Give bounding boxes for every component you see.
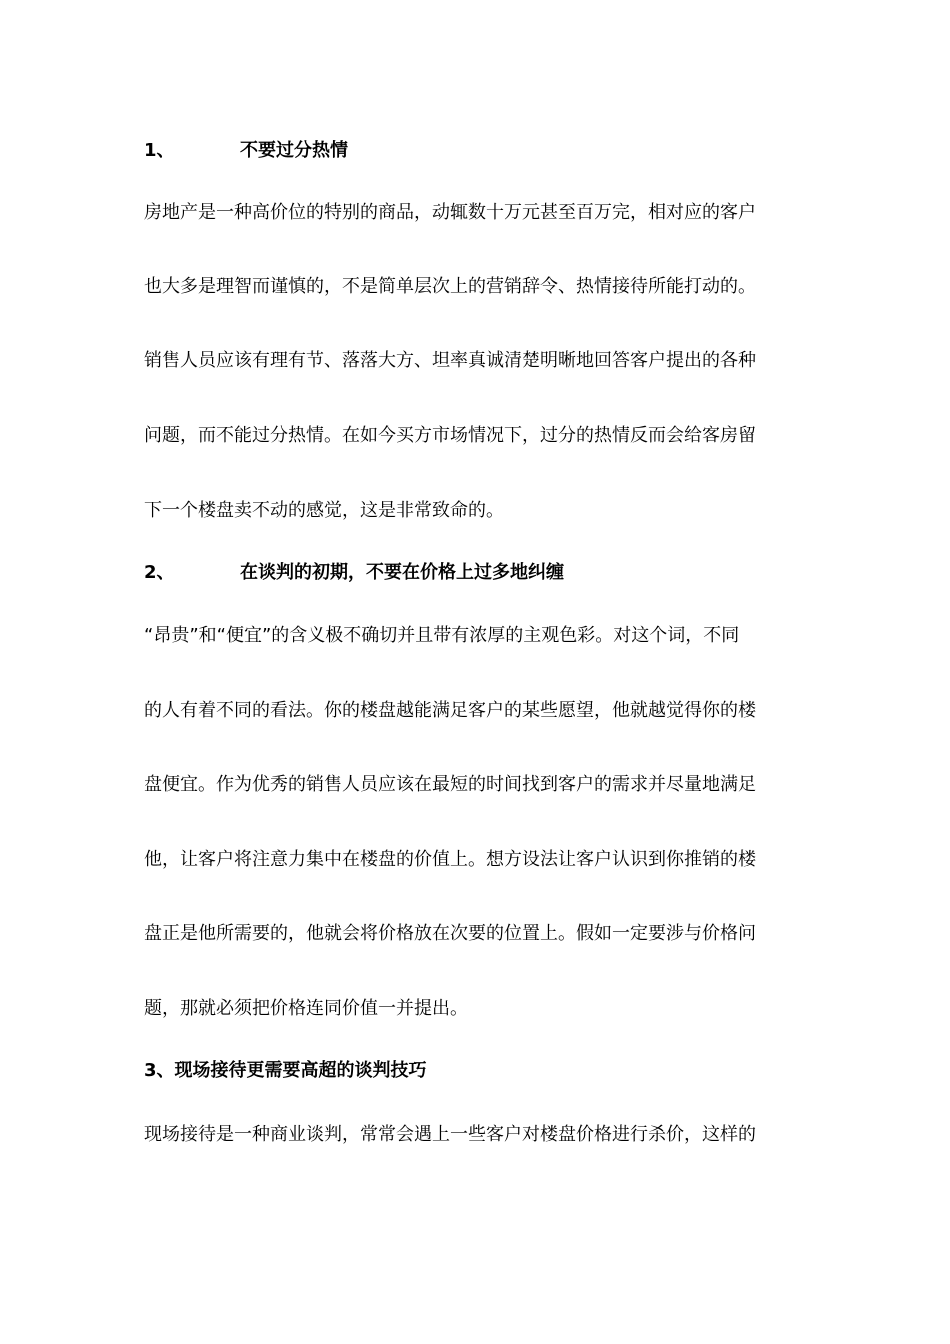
section-number: 2、 [144, 562, 175, 583]
paragraph-line: 也大多是理智而谨慎的，不是简单层次上的营销辞令、热情接待所能打动的。 [144, 276, 756, 297]
paragraph-line: 问题，而不能过分热情。在如今买方市场情况下，过分的热情反而会给客房留 [144, 425, 756, 446]
section-heading-1 [144, 139, 809, 163]
paragraph-line: 销售人员应该有理有节、落落大方、坦率真诚清楚明晰地回答客户提出的各种 [144, 350, 756, 371]
paragraph-line: 盘正是他所需要的，他就会将价格放在次要的位置上。假如一定要涉与价格问 [144, 923, 756, 944]
paragraph-line: 题，那就必须把价格连同价值一并提出。 [144, 998, 468, 1019]
paragraph-line: 现场接待是一种商业谈判，常常会遇上一些客户对楼盘价格进行杀价，这样的 [144, 1124, 756, 1145]
paragraph-line: 盘便宜。作为优秀的销售人员应该在最短的时间找到客户的需求并尽量地满足 [144, 774, 756, 795]
section-heading-2 [144, 561, 809, 585]
section-title: 在谈判的初期，不要在价格上过多地纠缠 [240, 562, 564, 583]
section-number: 1、 [144, 140, 175, 161]
paragraph-line: “昂贵”和“便宜”的含义极不确切并且带有浓厚的主观色彩。对这个词，不同 [144, 625, 740, 646]
section-title: 不要过分热情 [240, 140, 348, 161]
section-heading-3: 3、现场接待更需要高超的谈判技巧 [144, 1060, 427, 1081]
paragraph-line: 下一个楼盘卖不动的感觉，这是非常致命的。 [144, 500, 504, 521]
paragraph-line: 的人有着不同的看法。你的楼盘越能满足客户的某些愿望，他就越觉得你的楼 [144, 700, 756, 721]
paragraph-line: 房地产是一种高价位的特别的商品，动辄数十万元甚至百万完，相对应的客户 [144, 202, 756, 223]
paragraph-line: 他，让客户将注意力集中在楼盘的价值上。想方设法让客户认识到你推销的楼 [144, 849, 756, 870]
